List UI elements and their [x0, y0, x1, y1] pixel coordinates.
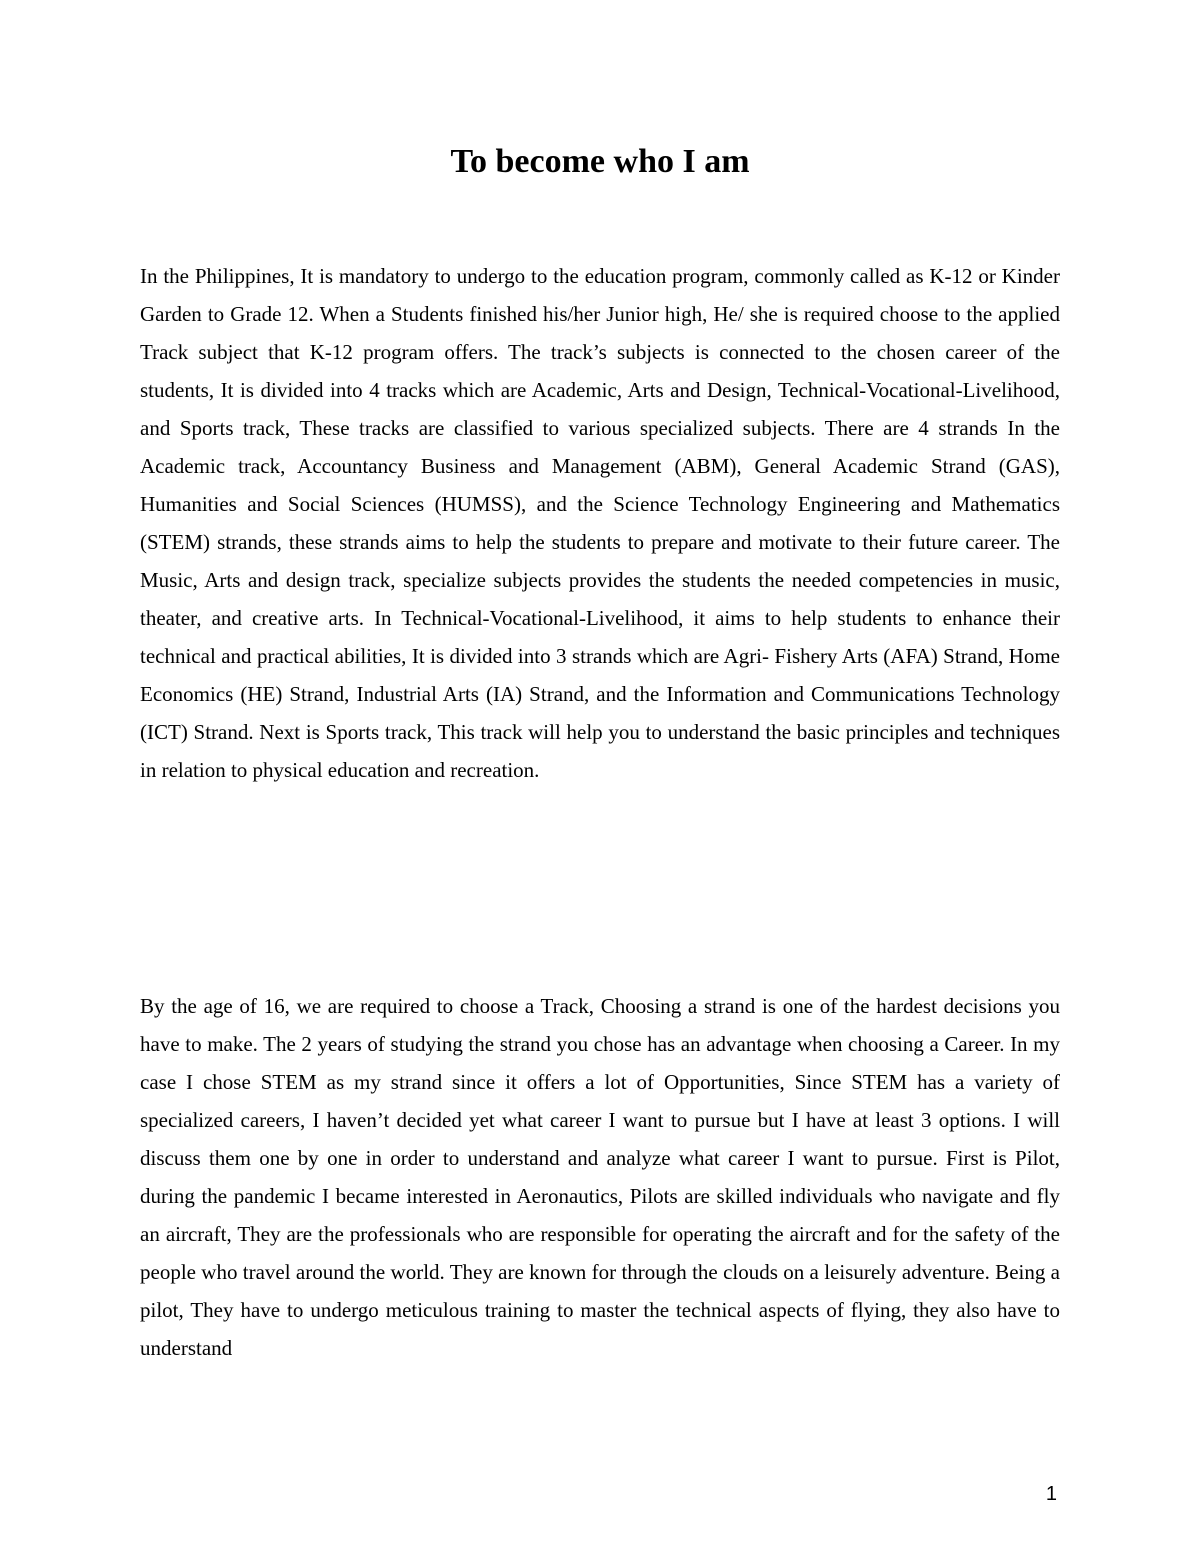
document-title: To become who I am — [450, 143, 750, 180]
paragraph-2: By the age of 16, we are required to choose a Track, Choosing a strand is one of the hardest decisions you have to make. The 2 years of studying the strand you chose has an advantage when choosing a Career. In my case I chose STEM as my strand since it offers a lot of Opportunities, Since STEM has a variety of specialized careers, I haven’t decided yet what career I want to pursue but I have at least 3 options. I will discuss them one by one in order to understand and analyze what career I want to pursue. First is Pilot, during the pandemic I became interested in Aeronautics, Pilots are skilled individuals who navigate and fly an aircraft, They are the professionals who are responsible for operating the aircraft and for the safety of the people who travel around the world. They are known for through the clouds on a leisurely adventure. Being a pilot, They have to undergo meticulous training to master the technical aspects of flying, they also have to understand — [140, 994, 1060, 1360]
page-number: 1 — [1045, 1483, 1057, 1505]
paragraph-1: In the Philippines, It is mandatory to undergo to the education program, commonly called as K-12 or Kinder Garden to Grade 12. When a Students finished his/her Junior high, He/ she is required choose to the applied Track subject that K-12 program offers. The track’s subjects is connected to the chosen career of the students, It is divided into 4 tracks which are Academic, Arts and Design, Technical-Vocational-Livelihood, and Sports track, These tracks are classified to various specialized subjects. There are 4 strands In the Academic track, Accountancy Business and Management (ABM), General Academic Strand (GAS), Humanities and Social Sciences (HUMSS), and the Science Technology Engineering and Mathematics (STEM) strands, these strands aims to help the students to prepare and motivate to their future career. The Music, Arts and design track, specialize subjects provides the students the needed competencies in music, theater, and creative arts. In Technical-Vocational-Livelihood, it aims to help students to enhance their technical and practical abilities, It is divided into 3 strands which are Agri- Fishery Arts (AFA) Strand, Home Economics (HE) Strand, Industrial Arts (IA) Strand, and the Information and Communications Technology (ICT) Strand. Next is Sports track, This track will help you to understand the basic principles and techniques in relation to physical education and recreation. — [140, 264, 1060, 782]
